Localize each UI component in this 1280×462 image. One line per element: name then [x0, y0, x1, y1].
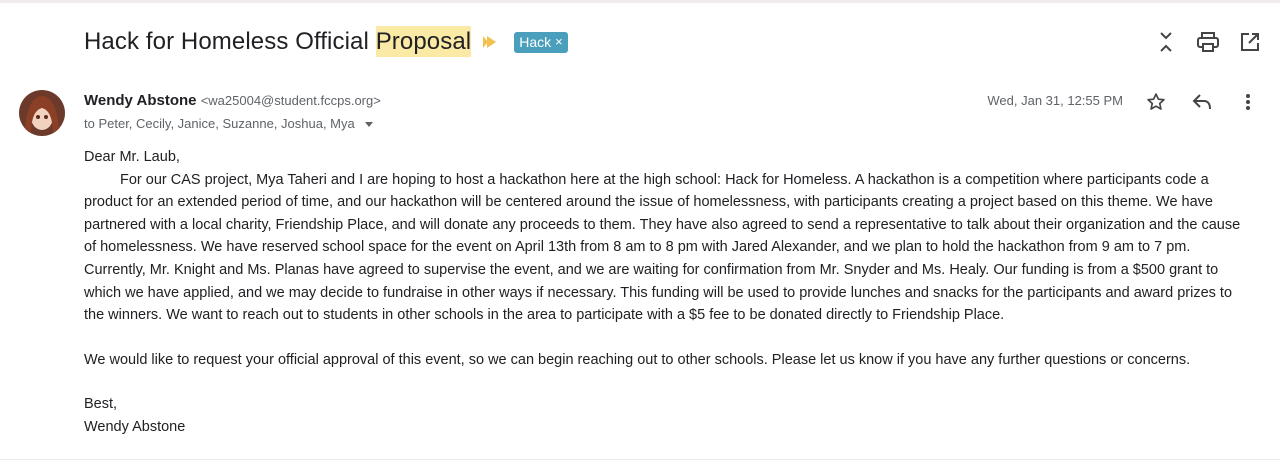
close-icon[interactable]: ×: [555, 34, 563, 49]
body-paragraph: For our CAS project, Mya Taheri and I are hoping to host a hackathon here at the high school: Hack for Homeless. A hackathon is a competition where participants code a product for an extended period of time, and our hackathon will be centered around the issue of homelessness, with participants creating a project based on this theme. We have partnered with a local charity, Friendship Place, and will donate any proceeds to them. They have also agreed to send a representative to talk about their organization and the cause of homelessness. We have reserved school space for the event on April 13th from 8 am to 8 pm with Jared Alexander, and we plan to hold the hackathon from 9 am to 7 pm. Currently, Mr. Knight and Ms. Planas have agreed to supervise the event, and we are waiting for confirmation from Mr. Snyder and Ms. Healy. Our funding is from a $500 grant to which we have applied, and we may decide to fundraise in other ways if necessary. This funding will be used to provide lunches and snacks for the participants and award prizes to the winners. We want to reach out to students in other schools in the area to participate with a $5 fee to be donated directly to Friendship Place.: [84, 171, 1241, 324]
label-text: Hack: [519, 33, 552, 50]
subject-row: [84, 24, 568, 60]
email-date: Wed, Jan 31, 12:55 PM: [987, 93, 1123, 108]
email-body: [84, 146, 1256, 439]
sender-email[interactable]: <wa25004@student.fccps.org>: [200, 93, 381, 108]
sender-name[interactable]: Wendy Abstone: [84, 92, 197, 109]
body-paragraph: We would like to request your official approval of this event, so we can begin reaching out to other schools. Please let us know if you have any further questions or concerns.: [84, 351, 1191, 368]
reply-icon[interactable]: [1190, 90, 1214, 114]
star-icon[interactable]: [1144, 90, 1168, 114]
collapse-all-icon[interactable]: [1154, 30, 1178, 54]
closing: Best,: [84, 396, 118, 413]
subject-text: Hack for Homeless Official: [84, 28, 369, 55]
signature: Wendy Abstone: [84, 418, 186, 435]
chevron-down-icon[interactable]: [365, 122, 373, 127]
more-vert-icon[interactable]: [1236, 90, 1260, 114]
message-actions: [1144, 90, 1260, 114]
label-chip-hack[interactable]: [514, 32, 568, 53]
paragraph-spacer: [84, 371, 1256, 393]
recipients-line: [84, 116, 373, 131]
importance-marker-icon[interactable]: [487, 36, 496, 48]
print-icon[interactable]: [1196, 30, 1220, 54]
divider: [0, 459, 1280, 460]
top-strip: [0, 0, 1280, 3]
sender-line: [84, 92, 381, 109]
email-subject: [84, 28, 471, 56]
subject-highlight: Proposal: [375, 28, 472, 55]
recipients-text: to Peter, Cecily, Janice, Suzanne, Joshua, Mya: [84, 116, 355, 131]
thread-actions: [1154, 30, 1262, 54]
paragraph-spacer: [84, 327, 1256, 349]
open-in-new-icon[interactable]: [1238, 30, 1262, 54]
avatar[interactable]: [19, 90, 65, 136]
greeting: Dear Mr. Laub,: [84, 149, 180, 165]
